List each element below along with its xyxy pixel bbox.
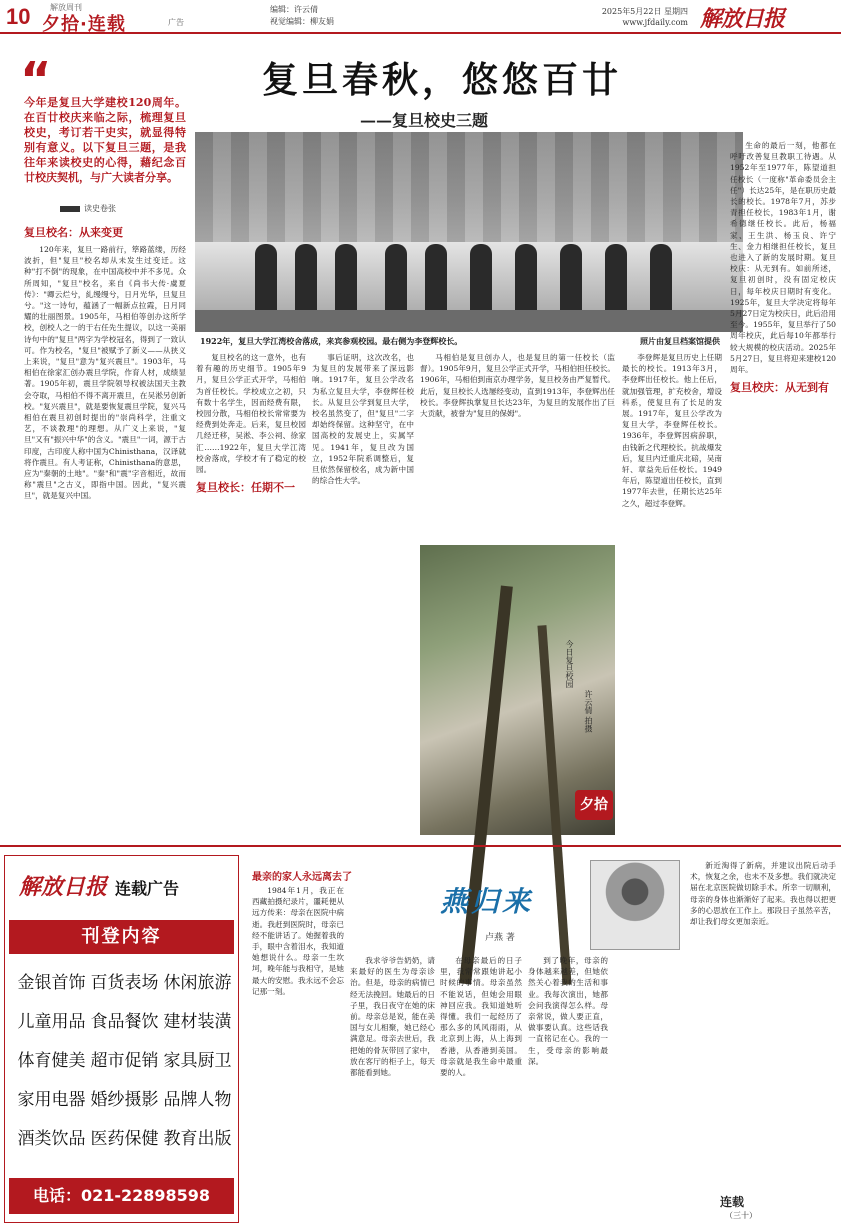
issue-date: 2025年5月22日 星期四: [601, 7, 688, 16]
photo-person: [255, 244, 277, 314]
newspaper-logo: 解放日报: [700, 6, 785, 32]
serial-label: 连载: [720, 1195, 745, 1209]
editor-name: 编辑：许云倩: [270, 5, 318, 14]
header-small-label: 解放周刊: [50, 3, 82, 12]
article-subtitle: ——复旦校史三题: [360, 111, 489, 130]
serial-logo: 燕归来: [440, 885, 534, 918]
ad-category: 家用电器: [17, 1090, 86, 1110]
serial-column-2: [350, 955, 435, 1220]
editor-info: [270, 4, 334, 28]
photo-ground: [195, 310, 743, 332]
section-divider: [0, 845, 841, 847]
site-url[interactable]: www.jfdaily.com: [622, 18, 688, 27]
column-text: 李登辉是复旦历史上任期最长的校长。1913年3月，李登辉出任校长。他上任后，就加强管理，扩充校舍，增设科系，使复旦有了长足的发展。1917年，复旦公学改为复旦大学，李登辉任校长。1936年，李登辉因病辞职，由钱新之代理校长。抗战爆发后，复旦内迁重庆北碚，吴南轩、章益先后任校长。1949年后，陈望道出任校长，直到1977年去世，任期长达25年之久，超过李登辉。: [622, 353, 722, 508]
ad-box: [4, 855, 239, 1223]
column-text: 马相伯是复旦创办人，也是复旦的第一任校长（监督）。1905年9月，复旦公学正式开学，马相伯担任校长。1906年，马相伯到南京办理学务，复旦校务由严复暂代。此后，复旦校长人选屡经变动，直到1913年，李登辉出任校长。李登辉执掌复旦长达23年，为复旦的发展作出了巨大贡献，被誉为"复旦的保姆"。: [420, 353, 615, 419]
historic-photo: [195, 132, 743, 332]
serial-column-3: [440, 955, 522, 1220]
author-portrait: [590, 860, 680, 950]
column-text: 在母亲最后的日子里，我常常跟她讲起小时候的事情。母亲虽然不能说话，但她会用眼神回应我。我知道她听得懂。我们一起经历了那么多的风风雨雨，从北京到上海，从上海到香港，从香港到美国。母亲就是我生命中最重要的人。: [440, 956, 522, 1078]
ad-banner: 刊登内容: [9, 920, 234, 954]
serial-column-4: [528, 955, 608, 1220]
article-column-3: [312, 352, 414, 840]
subheading-term: 复旦校长：任期不一: [196, 481, 295, 495]
serial-chapter-title: 最亲的家人永远离去了: [252, 872, 352, 883]
column-text: 我求爷爷告奶奶，请来最好的医生为母亲诊治。但是，母亲的病情已经无法挽回。她最后的日子里，我日夜守在她的床前。母亲总是说，能在美国与女儿相聚，她已经心满意足。母亲去世后，我把她的骨灰带回了家中，放在客厅的柜子上，每天都能看到她。: [350, 956, 435, 1078]
photo-person: [515, 244, 537, 314]
photo-caption: 1922年，复旦大学江湾校舍落成，来宾参观校园。最右侧为李登辉校长。: [200, 336, 463, 346]
read-tip: 读史卷张: [60, 203, 116, 214]
article-column-6: [730, 140, 836, 840]
ad-logo: 解放日报: [19, 874, 108, 900]
subheading-name: 复旦校名：从来变更: [24, 226, 123, 239]
ad-category: 婚纱摄影: [90, 1090, 159, 1110]
serial-column-5: [690, 860, 836, 1188]
photo-person: [650, 244, 672, 314]
tree-trunk: [459, 585, 513, 984]
photo-credit: 照片由复旦档案馆提供: [640, 336, 720, 346]
ad-category: 食品餐饮: [90, 1012, 159, 1032]
article-column-5: [622, 352, 722, 840]
column-text: 1984年1月，我正在西藏拍摄纪录片，噩耗便从远方传来：母亲在医院中病逝。我赶到医院时，母亲已经不能讲话了。她握着我的手，眼中含着泪水，我知道她想说什么。母亲一生坎坷，晚年能与我相守，是她最大的安慰。我永远不会忘记那一刻。: [252, 886, 344, 996]
ad-category: 家具厨卫: [163, 1051, 232, 1071]
photo-person: [385, 244, 407, 314]
column-text: 到了晚年，母亲的身体越来越差，但她依然关心着我的生活和事业。我每次演出，她都会问我演得怎么样。母亲常说，做人要正直，做事要认真。这些话我一直铭记在心。我的一生，受母亲的影响最深。: [528, 956, 608, 1066]
column-text: 120年来，复旦一路前行，筚路蓝缕，历经波折，但"复旦"校名却从未发生过变迁。这种"打不倒"的现象，在中国高校中并不多见。众所周知，"复旦"校名，来自《尚书大传·虞夏传》："卿云烂兮，糺缦缦兮，日月光华，旦复旦兮。"这一诗句，蕴涵了一幅新点拉霞，日月同耀的壮丽图景。1905年，马相伯等创办这所学校，创校人之一的于右任先生提议，以这一美丽诗句中的"复旦"两字为学校冠名，得到了一致认可。作为校名，"复旦"被赋予了新义——从狭义上来说，"复旦"意为"复兴震旦"。1903年，马相伯在徐家汇创办震旦学院，作育人材，成绩显著。1905年初，震旦学院领导权被法国天主教会夺取，马相伯不得不离开震旦，在吴淞另创新校。"复兴震旦"，就是要恢复震旦学院，复兴马相伯在震旦初创时提出的"崇尚科学，注重文艺，不谈教理"的理想。从广义上来说，"复旦"又有"振兴中华"的含义。"震旦"一词，源于古印度，古印度人称中国为Chinisthana，汉译就将作震旦。有人考证称，Chinisthana的意思，应为"秦朝的土地"。"秦"和"震"字音相近，故而称"震旦"之古义，即指中国。因此，"复兴震旦"，就是复兴中国。: [24, 245, 186, 501]
page-number: 10: [6, 4, 31, 29]
article-column-1: [24, 220, 186, 840]
ad-category-grid: [17, 968, 232, 1149]
photo-person: [470, 244, 492, 314]
photo-person: [560, 244, 582, 314]
ad-category: 休闲旅游: [163, 973, 232, 993]
serial-author: 卢燕 著: [485, 933, 515, 943]
article-column-2: [196, 352, 306, 840]
ad-category: 建材装潢: [163, 1012, 232, 1032]
article-intro: 今年是复旦大学建校120周年。在百廿校庆来临之际，梳理复旦校史，考订若干史实，就显得特别有意义。以下复旦三题，是我往年来读校史的心得，藉纪念百廿校庆契机，与广大读者分享。: [24, 96, 186, 184]
serial-number: （三十）: [725, 1211, 757, 1220]
section-name: 夕拾·连载: [42, 14, 126, 35]
column-text: 复旦校名的这一意外，也有着有趣的历史细节。1905年9月，复旦公学正式开学，马相伯为首任校长。学校成立之初，只有数十名学生，因而经费有限，校园分散，马相伯校长常常要为经费到处奔走。后来，复旦校园几经迁移，吴淞、李公祠、徐家汇……1922年，复旦大学江湾校舍落成，学校才有了稳定的校园。: [196, 353, 306, 475]
photo-person: [425, 244, 447, 314]
column-text: 生命的最后一刻，他都在呼吁改善复旦教职工待遇。从1952年至1977年，陈望道担任校长（一度称"革命委员会主任"）长达25年，是在职历史最长的校长。1978年7月，苏步青担任校长，1983年1月，谢希德继任校长。此后，杨福家、王生洪、杨玉良、许宁生、金力相继担任校长，复旦也进入了新的发展时期。复旦校庆：从无到有。如前所述，复旦初创时，没有固定校庆日，每年校庆日期时有变化。1925年，复旦大学决定将每年5月27日定为校庆日，此后沿用至今。1955年，复旦举行了50周年校庆，此后每10年都举行较大规模的校庆活动。2025年5月27日，复旦将迎来建校120周年。: [730, 141, 836, 375]
ad-category: 百货表场: [90, 973, 159, 993]
ad-category: 医药保健: [90, 1129, 159, 1149]
ad-category: 金银首饰: [17, 973, 86, 993]
ad-title: 连载广告: [115, 879, 180, 898]
ad-category: 教育出版: [163, 1129, 232, 1149]
ad-category: 体育健美: [17, 1051, 86, 1071]
ad-phone: 电话：021-22898598: [9, 1178, 234, 1214]
campus-photo-credit: 许云倩 拍摄: [584, 690, 593, 733]
ad-category: 儿童用品: [17, 1012, 86, 1032]
ad-category: 品牌人物: [163, 1090, 232, 1110]
photo-person: [295, 244, 317, 314]
serial-column-1: [252, 885, 344, 1220]
ad-category: 酒类饮品: [17, 1129, 86, 1149]
article-column-4: [420, 352, 615, 542]
ad-category: 超市促销: [90, 1051, 159, 1071]
campus-photo-caption: 今日复旦校园: [565, 640, 574, 688]
column-text: 事后证明，这次改名，也为复旦的发展带来了深远影响。1917年，复旦公学改名为私立复旦大学，李登辉任校长。从复旦公学到复旦大学，校名虽然变了，但"复旦"二字却始终保留。这种坚守，在中国高校的发展史上，实属罕见。1941年，复旦改为国立，1952年院系调整后，复旦依然保留校名，成为新中国的综合性大学。: [312, 353, 414, 486]
photo-person: [335, 244, 357, 314]
ad-tag: 广告: [168, 18, 184, 27]
quote-mark-icon: “: [20, 52, 52, 108]
page-header: [0, 0, 841, 34]
section-seal: 夕拾: [575, 790, 613, 820]
column-text: 新近淘得了新病，并建议出院后动手术，恢复之余，也未不及多想。我们就决定届在北京医院做切除手术。所幸一切顺利，母亲的身体也渐渐好了起来。我也得以把更多的心思放在工作上。那段日子虽然辛苦，却让我们母女更加亲近。: [690, 861, 836, 927]
photo-person: [605, 244, 627, 314]
designer-name: 视觉编辑：柳友娟: [270, 17, 334, 26]
photo-building: [195, 132, 743, 242]
subheading-anniversary: 复旦校庆：从无到有: [730, 381, 829, 395]
article-title: 复旦春秋，悠悠百廿: [262, 59, 623, 101]
